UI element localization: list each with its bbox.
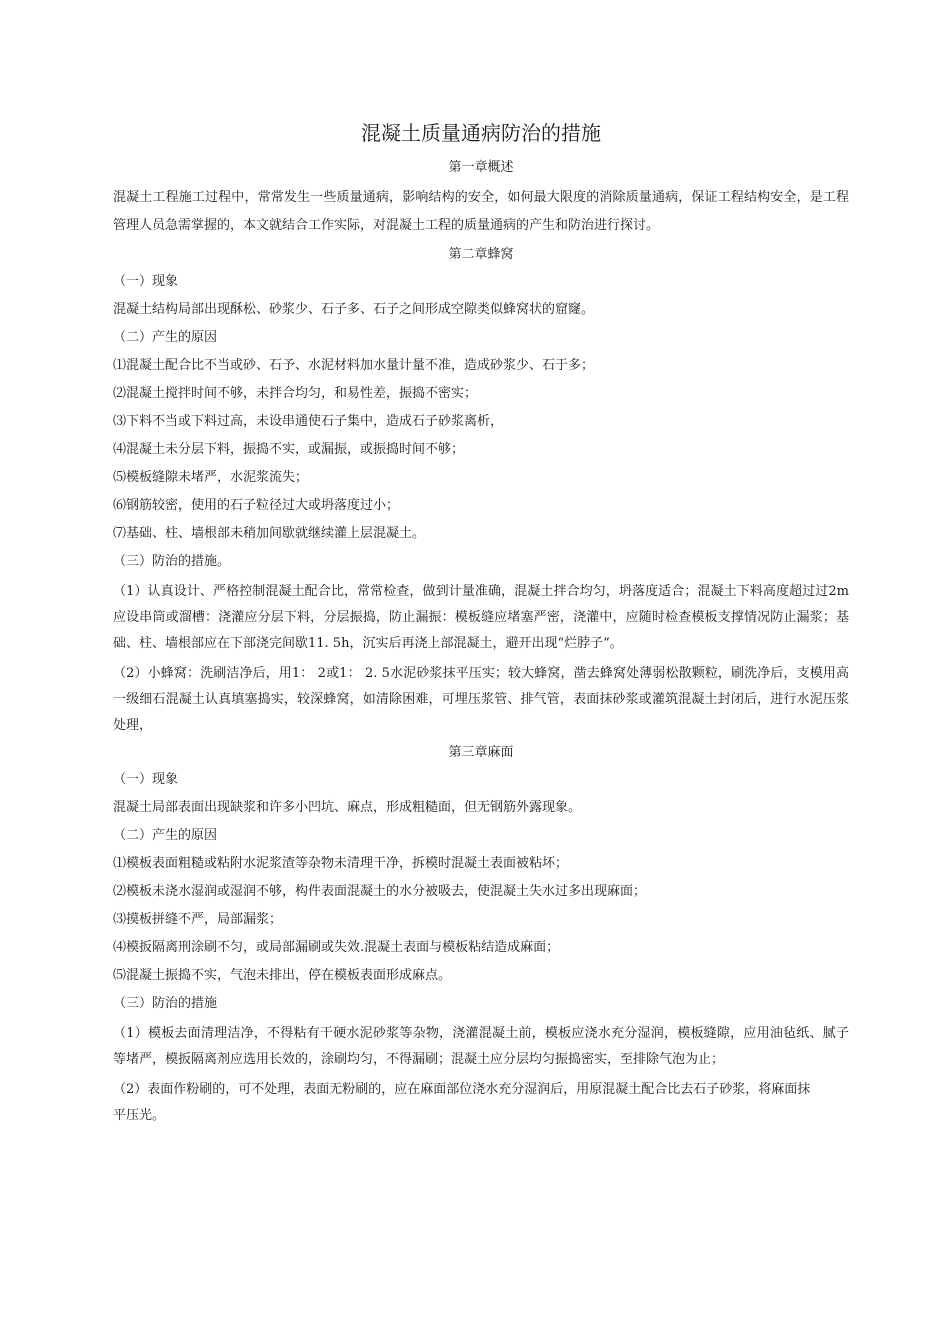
ch3-cause-item: ⑵模板未浇水湿润或湿润不够，构件表面混凝土的水分被吸去，使混凝土失水过多出现麻面；: [113, 884, 647, 899]
document-title: 混凝土质量通病防治的措施: [361, 121, 601, 145]
document-page: [113, 118, 849, 1129]
ch3-cause-item: ⑷模扳隔离刑涂刷不匀，或局部漏刷或失效.混凝土表面与模板粘结造成麻面；: [113, 940, 560, 955]
ch3-causes-heading: （二）产生的原因: [113, 828, 218, 843]
ch2-cause-item: ⑸模板缝隙未堵严，水泥浆流失；: [113, 470, 309, 485]
ch2-cause-item: ⑷混凝土未分层下料，振捣不实，或漏振，或振捣时间不够；: [113, 442, 465, 457]
ch2-measures-heading: （三）防治的措施。: [113, 554, 231, 569]
chapter-1-heading: 第一章概述: [448, 160, 514, 175]
ch3-phenomenon-heading: （一）现象: [113, 772, 179, 787]
ch2-causes-heading: （二）产生的原因: [113, 330, 218, 345]
ch2-cause-item: ⑴混凝土配合比不当或砂、石予、水泥材料加水量计量不准，造成砂浆少、石于多；: [113, 358, 595, 373]
ch3-measure-2: （2）表面作粉刷的，可不处理，表面无粉刷的，应在麻面部位浇水充分湿润后，用原混凝土配合比去石子砂浆，将麻面抹平压光。: [113, 1082, 811, 1123]
chapter-2-heading: 第二章蜂窝: [448, 247, 514, 262]
ch3-phenomenon-body: 混凝土局部表面出现缺浆和许多小凹坑、麻点，形成粗糙面，但无钢筋外露现象。: [113, 800, 582, 815]
ch2-cause-item: ⑺基础、柱、墙根部未稍加间歇就继续灌上层混凝土。: [113, 526, 426, 541]
ch3-cause-item: ⑶摸板拼缝不严，局部漏浆；: [113, 912, 283, 927]
ch3-measure-1: （1）模板去面清理洁净，不得粘有干硬水泥砂浆等杂物，浇灌混凝土前，模板应浇水充分湿润，模板缝隙，应用油毡纸、腻子等堵严，模扳隔离剂应选用长效的，涂刷均匀，不得漏刷；混凝土应分层均匀振捣密实，至排除气泡为止；: [113, 1026, 849, 1067]
ch2-cause-item: ⑹钢筋较密，使用的石子粒径过大或坍落度过小；: [113, 498, 400, 513]
ch2-cause-item: ⑵混凝土搅拌时间不够，未拌合均匀，和易性差，振捣不密实；: [113, 386, 478, 401]
chapter-1-body: 混凝土工程施工过程中，常常发生一些质量通病，影响结构的安全，如何最大限度的消除质量通病，保证工程结构安全，是工程管理人员急需掌握的，本文就结合工作实际，对混凝土工程的质量通病的产生和防治进行探讨。: [113, 190, 849, 233]
ch2-phenomenon-body: 混凝土结构局部出现酥松、砂浆少、石子多、石子之间形成空隙类似蜂窝状的窟窿。: [113, 302, 595, 317]
ch3-measures-heading: （三）防治的措施: [113, 996, 218, 1011]
ch3-cause-item: ⑴模板表面粗糙或粘附水泥浆渣等杂物未清理干净，拆模时混凝土表面被粘坏；: [113, 856, 569, 871]
ch2-measure-1: （1）认真设计、严格控制混凝土配合比，常常检查，做到计量准确，混凝土拌合均匀，坍落度适合；混凝土下料高度超过过2m应设串筒或溜槽：浇灌应分层下料，分层振捣，防止漏振：模板缝应堵塞严密，浇灌中，应随时检查模板支撑情况防止漏浆；基础、柱、墙根部应在下部浇完间歇11. 5h，沉实后再浇上部混凝土，避开出现“烂脖子”。: [113, 584, 849, 651]
ch2-phenomenon-heading: （一）现象: [113, 274, 179, 289]
ch2-measure-2: （2）小蜂窝：洗刷洁净后，用1： 2或1： 2. 5水泥砂浆抹平压实；较大蜂窝，凿去蜂窝处薄弱松散颗粒，刷洗净后，支模用高一级细石混凝土认真填塞捣实，较深蜂窝，如清除困难，可埋压浆管、排气管，表面抹砂浆或灌筑混凝土封闭后，进行水泥压浆处理，: [113, 666, 849, 733]
ch2-cause-item: ⑶下料不当或下料过高，未设串通使石子集中，造成石子砂浆离析，: [113, 414, 504, 429]
ch3-cause-item: ⑸混凝土振捣不实，气泡未排出，停在模板表面形成麻点。: [113, 968, 452, 983]
chapter-3-heading: 第三章麻面: [448, 745, 514, 760]
